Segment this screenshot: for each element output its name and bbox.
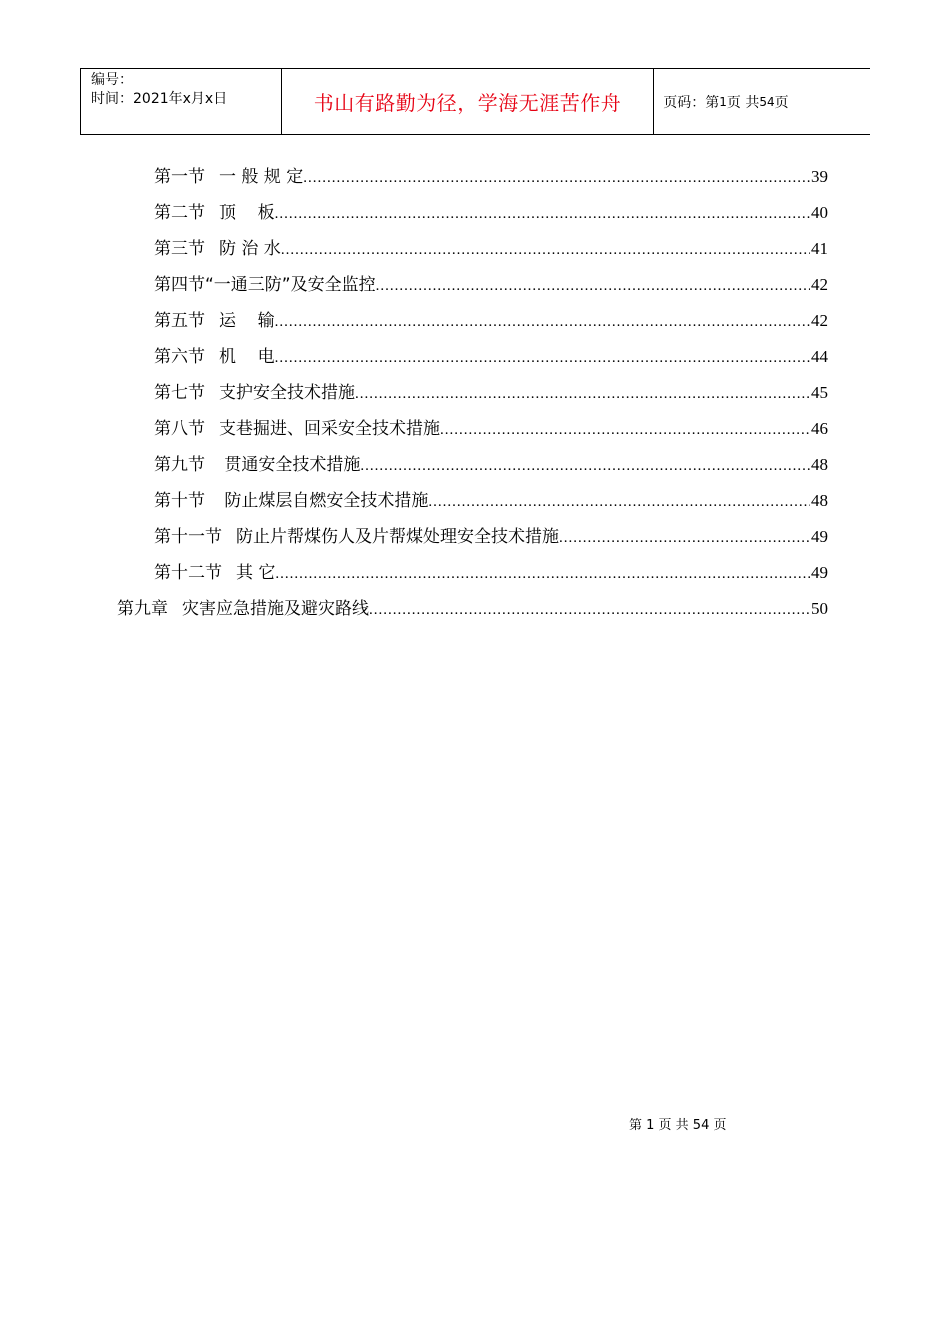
- page-footer: 第 1 页 共 54 页: [629, 1118, 727, 1133]
- toc-leader-dots: [369, 602, 810, 619]
- toc-leader-dots: [275, 206, 810, 223]
- number-label: 编号：: [91, 72, 133, 88]
- toc-entry-title: 一 般 规 定: [219, 167, 304, 187]
- toc-chapter-entry[interactable]: [117, 594, 828, 630]
- page-suffix: 页: [774, 94, 789, 111]
- toc-entry-number: 第九节: [154, 455, 205, 475]
- toc-entry-page: 40: [811, 203, 828, 222]
- toc-entry-number: 第四节: [154, 275, 205, 295]
- toc-entry[interactable]: [154, 486, 828, 522]
- toc-entry-title: 机 电: [219, 347, 275, 367]
- toc-entry-number: 第十二节: [154, 563, 222, 583]
- toc-leader-dots: [275, 350, 810, 367]
- toc-leader-dots: [275, 566, 810, 583]
- toc-leader-dots: [281, 242, 810, 259]
- toc-entry-title: 防 治 水: [219, 239, 281, 259]
- toc-entry-page: 49: [811, 527, 828, 546]
- toc-entry-number: 第一节: [154, 167, 205, 187]
- toc-leader-dots: [355, 386, 810, 403]
- toc-entry-page: 42: [811, 311, 828, 330]
- toc-entry-number: 第三节: [154, 239, 205, 259]
- toc-entry[interactable]: [154, 378, 828, 414]
- toc-entry-number: 第十节: [154, 491, 205, 511]
- toc-entry-page: 48: [811, 455, 828, 474]
- header-slogan-cell: [282, 69, 655, 134]
- toc-leader-dots: [303, 170, 810, 187]
- toc-entry-page: 44: [811, 347, 828, 366]
- toc-entry-title: 顶 板: [219, 203, 275, 223]
- toc-entry-page: 42: [811, 275, 828, 294]
- toc-entry-title: “一通三防”及安全监控: [205, 275, 376, 295]
- toc-entry[interactable]: [154, 306, 828, 342]
- slogan-text: 书山有路勤为径，学海无涯苦作舟: [313, 91, 622, 115]
- header-info-cell: [81, 69, 282, 134]
- toc-entry-title: 支巷掘进、回采安全技术措施: [219, 419, 440, 439]
- toc-entry-number: 第六节: [154, 347, 205, 367]
- toc-entry-number: 第二节: [154, 203, 205, 223]
- toc-entry-title: 其 它: [236, 563, 276, 583]
- toc-entry-title: 灾害应急措施及避灾路线: [182, 599, 369, 619]
- toc-entry[interactable]: [154, 522, 828, 558]
- toc-leader-dots: [440, 422, 810, 439]
- toc-entry-number: 第八节: [154, 419, 205, 439]
- toc-entry[interactable]: [154, 162, 828, 198]
- toc-entry[interactable]: [154, 558, 828, 594]
- toc-entry-title: 防止煤层自燃安全技术措施: [219, 491, 429, 511]
- toc-entry[interactable]: [154, 450, 828, 486]
- toc-entry-title: 支护安全技术措施: [219, 383, 355, 403]
- toc-leader-dots: [428, 494, 810, 511]
- toc-entry-page: 48: [811, 491, 828, 510]
- toc-entry[interactable]: [154, 414, 828, 450]
- toc-entry-page: 41: [811, 239, 828, 258]
- toc-entry[interactable]: [154, 198, 828, 234]
- toc-entry-number: 第十一节: [154, 527, 222, 547]
- toc-leader-dots: [559, 530, 810, 547]
- toc-leader-dots: [275, 314, 810, 331]
- page-current: 1: [719, 94, 727, 109]
- page-mid: 页 共: [726, 94, 760, 111]
- toc-entry-number: 第五节: [154, 311, 205, 331]
- toc-leader-dots: [376, 278, 810, 295]
- toc-entry-page: 50: [811, 599, 828, 618]
- time-label: 时间：2021年x月x日: [91, 91, 228, 107]
- toc-entry[interactable]: [154, 234, 828, 270]
- toc-entry-number: 第九章: [117, 599, 168, 619]
- toc-entry-number: 第七节: [154, 383, 205, 403]
- toc-entry-page: 46: [811, 419, 828, 438]
- toc-entry-title: 贯通安全技术措施: [219, 455, 361, 475]
- toc-entry[interactable]: [154, 342, 828, 378]
- page-total: 54: [759, 94, 775, 109]
- toc-entry-page: 49: [811, 563, 828, 582]
- toc-entry-title: 运 输: [219, 311, 275, 331]
- toc-leader-dots: [360, 458, 810, 475]
- page-prefix: 页码：第: [663, 94, 720, 111]
- toc-entry-page: 45: [811, 383, 828, 402]
- document-header: [80, 68, 870, 135]
- toc-entry-page: 39: [811, 167, 828, 186]
- toc-entry-title: 防止片帮煤伤人及片帮煤处理安全技术措施: [236, 527, 559, 547]
- header-page-cell: [654, 69, 870, 134]
- toc-entry[interactable]: [154, 270, 828, 306]
